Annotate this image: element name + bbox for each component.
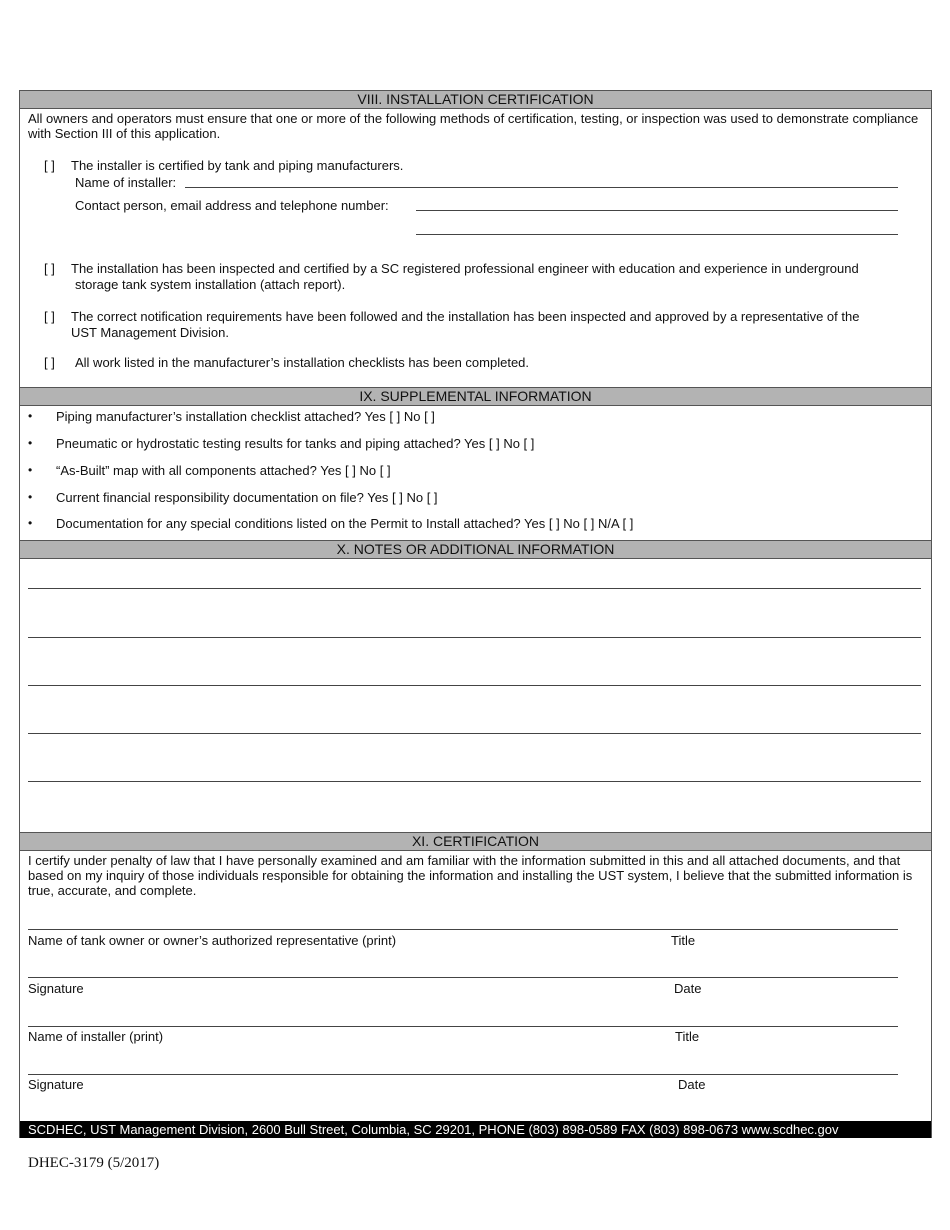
certification-statement: I certify under penalty of law that I have personally examined and am familiar with the information submitted in this and all attached documents, and that based on my inquiry of those individuals responsible for obtaining the information and installing the UST system, I believe that the submitted information is true, accurate, and complete. <box>28 853 913 898</box>
installer-certified-label: The installer is certified by tank and piping manufacturers. <box>71 158 404 173</box>
owner-name-label: Name of tank owner or owner’s authorized representative (print) <box>28 933 397 948</box>
ust-inspected-label-cont: UST Management Division. <box>71 325 229 340</box>
installer-signature-field[interactable] <box>28 1074 898 1075</box>
supplemental-item[interactable]: Current financial responsibility documentation on file? Yes [ ] No [ ] <box>56 490 438 505</box>
contact-field[interactable] <box>416 210 898 211</box>
installer-title-label: Title <box>675 1029 700 1044</box>
footer-contact-bar: SCDHEC, UST Management Division, 2600 Bull Street, Columbia, SC 29201, PHONE (803) 898-0589 FAX (803) 898-0673 www.scdhec.gov <box>20 1121 931 1138</box>
owner-name-field[interactable] <box>28 929 898 930</box>
owner-title-label: Title <box>671 933 696 948</box>
bullet-icon: • <box>28 516 33 530</box>
engineer-certified-checkbox[interactable]: [ ] <box>44 261 55 276</box>
ust-inspected-label: The correct notification requirements have been followed and the installation has been inspected and approved by a representative of the <box>71 309 860 324</box>
installer-name-field[interactable] <box>185 187 898 188</box>
installation-intro: All owners and operators must ensure that one or more of the following methods of certification, testing, or inspection was used to demonstrate compliance with Section III of this application. <box>28 111 919 141</box>
ust-inspected-checkbox[interactable]: [ ] <box>44 309 55 324</box>
notes-line[interactable] <box>28 733 921 734</box>
section-supplemental-header: IX. SUPPLEMENTAL INFORMATION <box>20 387 931 406</box>
notes-line[interactable] <box>28 588 921 589</box>
bullet-icon: • <box>28 463 33 477</box>
installer-name-label: Name of installer: <box>75 175 177 190</box>
section-notes-header: X. NOTES OR ADDITIONAL INFORMATION <box>20 540 931 559</box>
form-number: DHEC-3179 (5/2017) <box>28 1155 160 1171</box>
supplemental-item[interactable]: Documentation for any special conditions listed on the Permit to Install attached? Yes [ ] No [ ] N/A [ ] <box>56 516 634 531</box>
supplemental-item[interactable]: Pneumatic or hydrostatic testing results for tanks and piping attached? Yes [ ] No [ ] <box>56 436 535 451</box>
section-installation-header: VIII. INSTALLATION CERTIFICATION <box>20 90 931 109</box>
notes-line[interactable] <box>28 685 921 686</box>
installer-certified-checkbox[interactable]: [ ] <box>44 158 55 173</box>
notes-line[interactable] <box>28 637 921 638</box>
contact-label: Contact person, email address and telephone number: <box>75 198 389 213</box>
supplemental-item[interactable]: Piping manufacturer’s installation checklist attached? Yes [ ] No [ ] <box>56 409 435 424</box>
engineer-certified-label: The installation has been inspected and certified by a SC registered professional engineer with education and experience in underground <box>71 261 859 276</box>
engineer-certified-label-cont: storage tank system installation (attach report). <box>75 277 346 292</box>
owner-date-label: Date <box>674 981 702 996</box>
bullet-icon: • <box>28 409 33 423</box>
installer-print-name-field[interactable] <box>28 1026 898 1027</box>
contact-field-line2[interactable] <box>416 234 898 235</box>
owner-signature-field[interactable] <box>28 977 898 978</box>
checklist-complete-checkbox[interactable]: [ ] <box>44 355 55 370</box>
owner-signature-label: Signature <box>28 981 84 996</box>
bullet-icon: • <box>28 490 33 504</box>
supplemental-item[interactable]: “As-Built” map with all components attached? Yes [ ] No [ ] <box>56 463 391 478</box>
installer-print-name-label: Name of installer (print) <box>28 1029 164 1044</box>
installer-signature-label: Signature <box>28 1077 84 1092</box>
checklist-complete-label: All work listed in the manufacturer’s installation checklists has been completed. <box>75 355 530 370</box>
installer-date-label: Date <box>678 1077 706 1092</box>
bullet-icon: • <box>28 436 33 450</box>
notes-line[interactable] <box>28 781 921 782</box>
section-certification-header: XI. CERTIFICATION <box>20 832 931 851</box>
form-frame <box>19 90 932 1138</box>
